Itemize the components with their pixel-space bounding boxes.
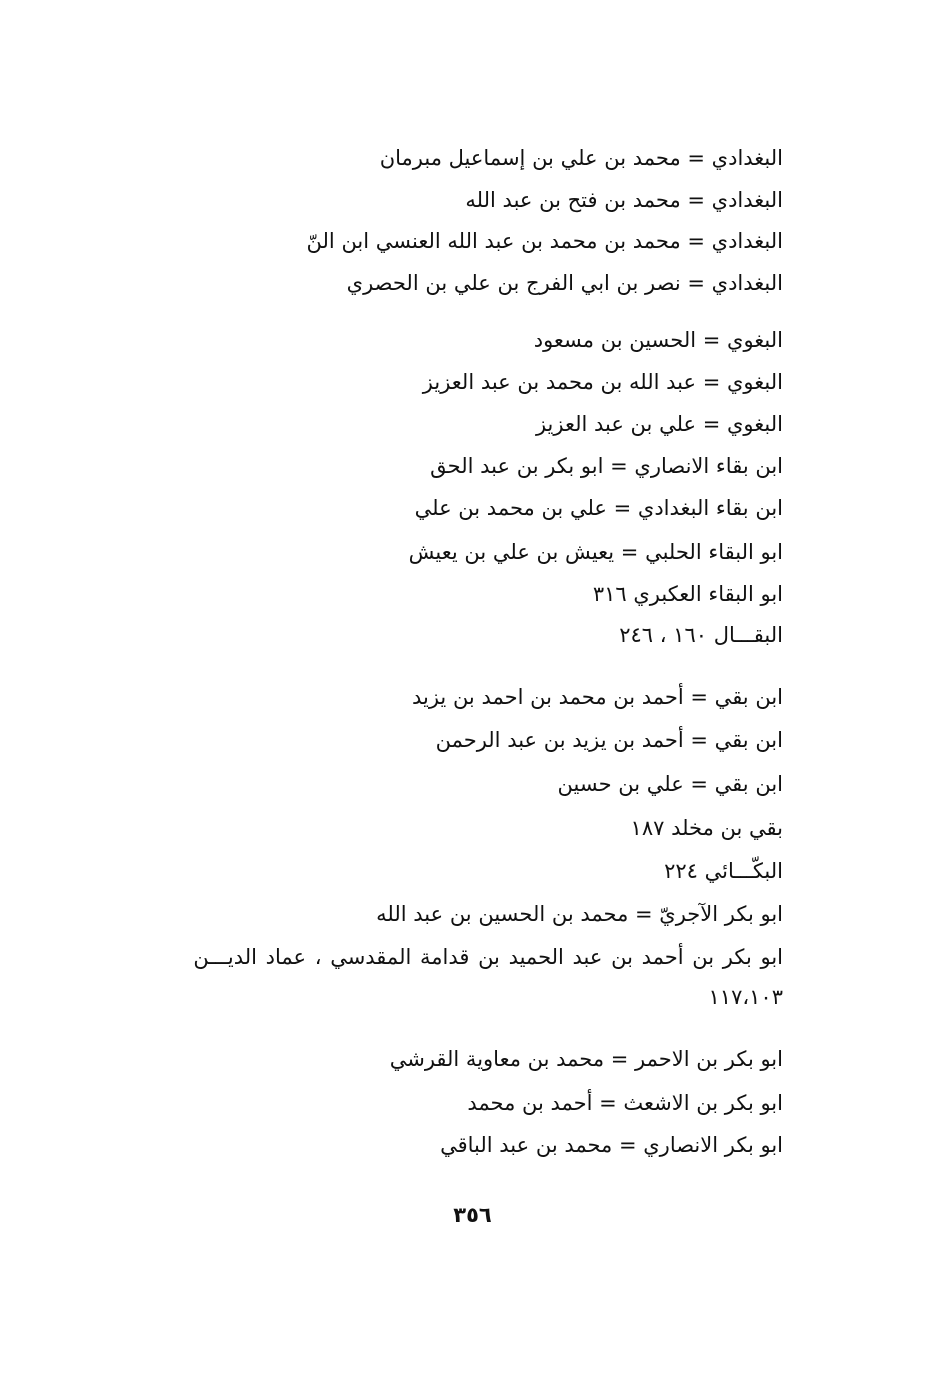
index-entry: ابن بقاء الانصاري = ابو بكر بن عبد الحق: [430, 454, 783, 478]
index-entry: البغوي = علي بن عبد العزيز: [535, 412, 783, 436]
index-entry: ابو بكر بن الاشعث = أحمد بن محمد: [467, 1091, 783, 1115]
index-entry: ابو بكر بن أحمد بن عبد الحميد بن قدامة المقدسي ، عماد الديـــن: [193, 945, 783, 969]
index-entry-continuation: ١١٧،١٠٣: [708, 985, 783, 1009]
index-entry: ابن بقاء البغدادي = علي بن محمد بن علي: [414, 496, 783, 520]
index-entry: البغدادي = نصر بن ابي الفرج بن علي بن الحصري: [346, 271, 783, 295]
index-entry: ابو البقاء الحلبي = يعيش بن علي بن يعيش: [408, 540, 783, 564]
index-entry: ابو بكر بن الاحمر = محمد بن معاوية القرشي: [389, 1047, 783, 1071]
index-entry: البغدادي = محمد بن محمد بن عبد الله العنسي ابن النّ: [306, 229, 783, 253]
index-entry: ابو بكر الانصاري = محمد بن عبد الباقي: [440, 1133, 783, 1157]
index-entry: البكّـــائي ٢٢٤: [664, 859, 783, 883]
page-number: ٣٥٦: [453, 1203, 492, 1227]
index-entry: ابو البقاء العكبري ٣١٦: [592, 582, 783, 606]
index-entry: ابن بقي = علي بن حسين: [557, 772, 783, 796]
index-entry: بقي بن مخلد ١٨٧: [630, 816, 783, 840]
index-entry: البقـــال ١٦٠ ، ٢٤٦: [619, 623, 783, 647]
index-entry: البغوي = عبد الله بن محمد بن عبد العزيز: [422, 370, 783, 394]
index-entry: ابو بكر الآجريّ = محمد بن الحسين بن عبد الله: [376, 902, 783, 926]
index-entry: ابن بقي = أحمد بن يزيد بن عبد الرحمن: [435, 728, 783, 752]
index-entry: البغدادي = محمد بن علي بن إسماعيل مبرمان: [379, 146, 783, 170]
index-entry: ابن بقي = أحمد بن محمد بن احمد بن يزيد: [411, 685, 783, 709]
index-entry: البغدادي = محمد بن فتح بن عبد الله: [465, 188, 783, 212]
index-entry: البغوي = الحسين بن مسعود: [533, 328, 783, 352]
